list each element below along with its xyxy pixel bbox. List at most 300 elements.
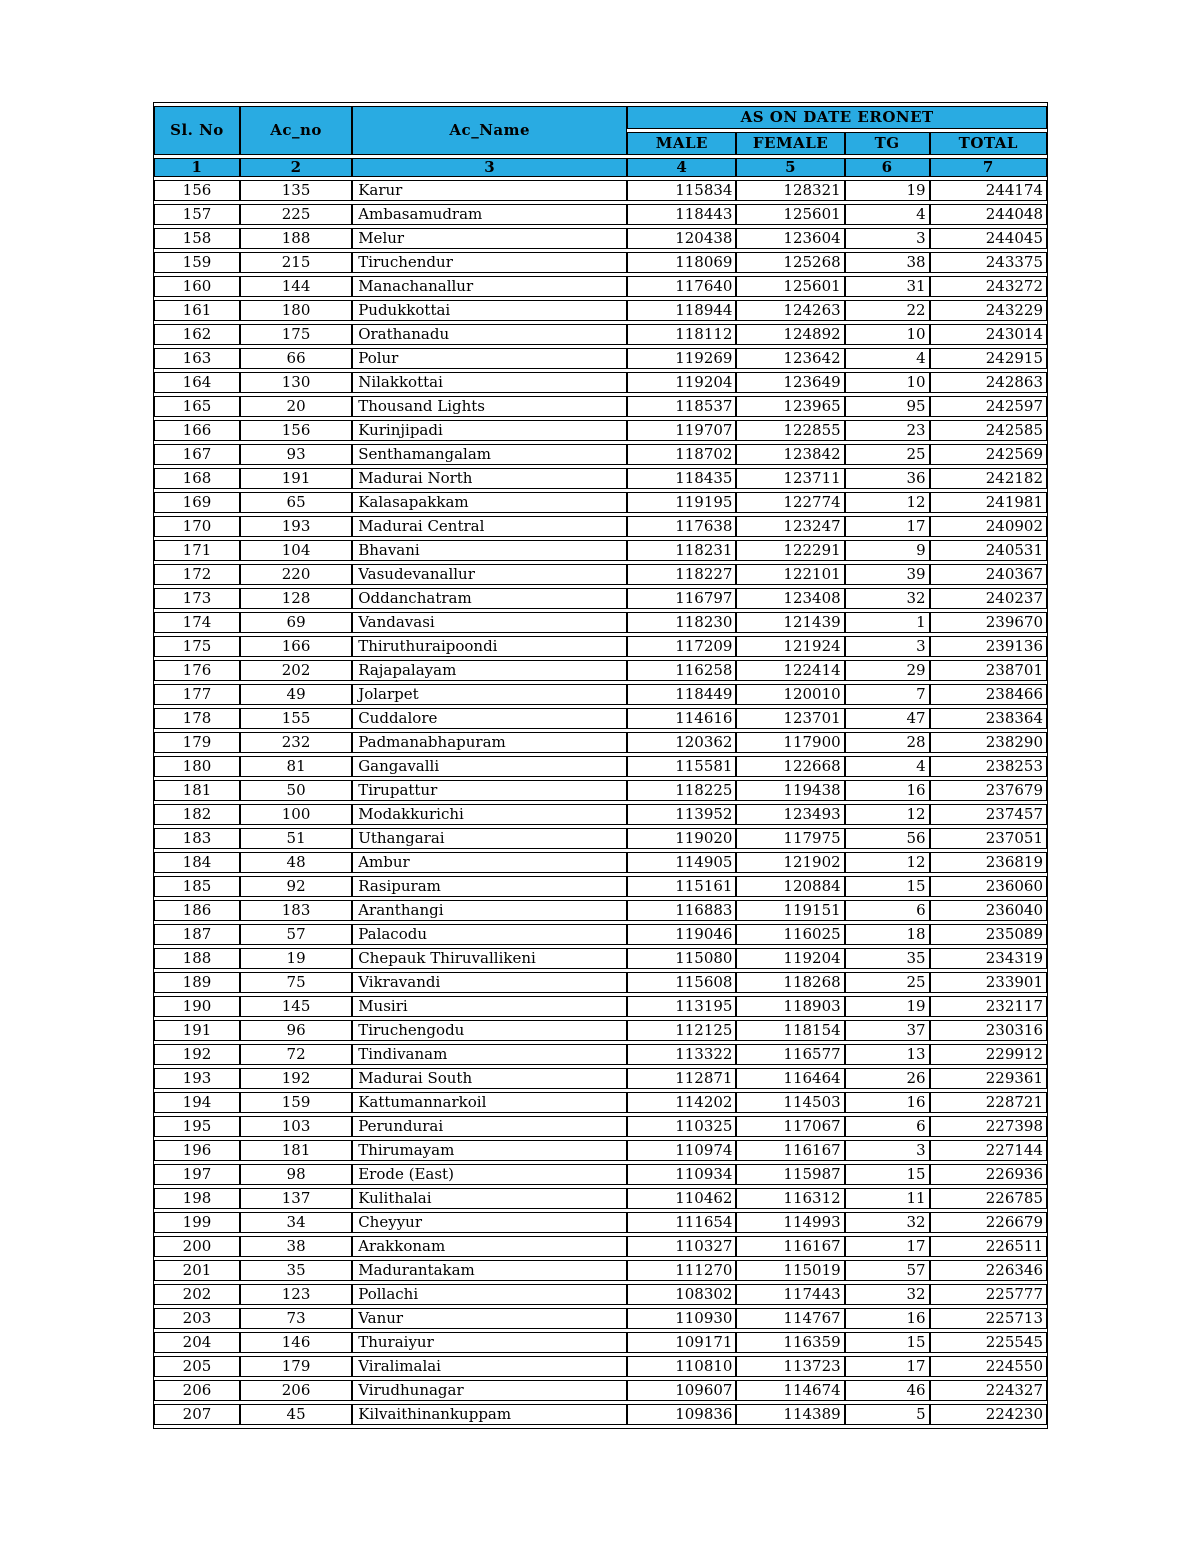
total-cell: 240367 bbox=[930, 564, 1047, 585]
ac-no-cell: 135 bbox=[240, 180, 352, 201]
male-cell: 112871 bbox=[627, 1068, 736, 1089]
ac-name-cell: Ambasamudram bbox=[352, 204, 627, 225]
tg-cell: 4 bbox=[845, 348, 930, 369]
ac-no-cell: 181 bbox=[240, 1140, 352, 1161]
male-cell: 119195 bbox=[627, 492, 736, 513]
male-cell: 118069 bbox=[627, 252, 736, 273]
female-cell: 116359 bbox=[736, 1332, 844, 1353]
total-cell: 233901 bbox=[930, 972, 1047, 993]
header-tg: TG bbox=[845, 132, 930, 155]
tg-cell: 95 bbox=[845, 396, 930, 417]
ac-name-cell: Perundurai bbox=[352, 1116, 627, 1137]
male-cell: 111654 bbox=[627, 1212, 736, 1233]
total-cell: 226511 bbox=[930, 1236, 1047, 1257]
column-number-6: 6 bbox=[845, 158, 930, 177]
female-cell: 119151 bbox=[736, 900, 844, 921]
total-cell: 240237 bbox=[930, 588, 1047, 609]
ac-name-cell: Kulithalai bbox=[352, 1188, 627, 1209]
ac-name-cell: Madurai North bbox=[352, 468, 627, 489]
tg-cell: 29 bbox=[845, 660, 930, 681]
male-cell: 110974 bbox=[627, 1140, 736, 1161]
table-row bbox=[154, 1020, 1047, 1041]
female-cell: 116464 bbox=[736, 1068, 844, 1089]
column-number-5: 5 bbox=[736, 158, 844, 177]
ac-name-cell: Musiri bbox=[352, 996, 627, 1017]
ac-no-cell: 93 bbox=[240, 444, 352, 465]
ac-name-cell: Thirumayam bbox=[352, 1140, 627, 1161]
ac-name-cell: Karur bbox=[352, 180, 627, 201]
tg-cell: 17 bbox=[845, 1356, 930, 1377]
total-cell: 242863 bbox=[930, 372, 1047, 393]
tg-cell: 15 bbox=[845, 1332, 930, 1353]
ac-name-cell: Cuddalore bbox=[352, 708, 627, 729]
table-row bbox=[154, 180, 1047, 201]
ac-no-cell: 57 bbox=[240, 924, 352, 945]
total-cell: 239136 bbox=[930, 636, 1047, 657]
total-cell: 224230 bbox=[930, 1404, 1047, 1425]
sl-no-cell: 166 bbox=[154, 420, 240, 441]
male-cell: 117640 bbox=[627, 276, 736, 297]
tg-cell: 12 bbox=[845, 492, 930, 513]
tg-cell: 26 bbox=[845, 1068, 930, 1089]
tg-cell: 17 bbox=[845, 1236, 930, 1257]
header-total: TOTAL bbox=[930, 132, 1047, 155]
sl-no-cell: 158 bbox=[154, 228, 240, 249]
tg-cell: 10 bbox=[845, 324, 930, 345]
sl-no-cell: 161 bbox=[154, 300, 240, 321]
female-cell: 125601 bbox=[736, 204, 844, 225]
column-number-3: 3 bbox=[352, 158, 627, 177]
table-row bbox=[154, 1212, 1047, 1233]
male-cell: 110462 bbox=[627, 1188, 736, 1209]
sl-no-cell: 167 bbox=[154, 444, 240, 465]
ac-name-cell: Rasipuram bbox=[352, 876, 627, 897]
ac-no-cell: 215 bbox=[240, 252, 352, 273]
column-number-7: 7 bbox=[930, 158, 1047, 177]
table-row bbox=[154, 324, 1047, 345]
male-cell: 114905 bbox=[627, 852, 736, 873]
ac-no-cell: 146 bbox=[240, 1332, 352, 1353]
table-row bbox=[154, 732, 1047, 753]
ac-no-cell: 96 bbox=[240, 1020, 352, 1041]
male-cell: 110327 bbox=[627, 1236, 736, 1257]
female-cell: 117900 bbox=[736, 732, 844, 753]
sl-no-cell: 198 bbox=[154, 1188, 240, 1209]
total-cell: 238466 bbox=[930, 684, 1047, 705]
ac-no-cell: 34 bbox=[240, 1212, 352, 1233]
ac-no-cell: 100 bbox=[240, 804, 352, 825]
ac-name-cell: Orathanadu bbox=[352, 324, 627, 345]
sl-no-cell: 168 bbox=[154, 468, 240, 489]
female-cell: 119438 bbox=[736, 780, 844, 801]
ac-name-cell: Tirupattur bbox=[352, 780, 627, 801]
male-cell: 109607 bbox=[627, 1380, 736, 1401]
sl-no-cell: 164 bbox=[154, 372, 240, 393]
male-cell: 115161 bbox=[627, 876, 736, 897]
male-cell: 119020 bbox=[627, 828, 736, 849]
ac-name-cell: Vikravandi bbox=[352, 972, 627, 993]
female-cell: 124263 bbox=[736, 300, 844, 321]
total-cell: 230316 bbox=[930, 1020, 1047, 1041]
header-group-eronet: AS ON DATE ERONET bbox=[627, 106, 1047, 129]
total-cell: 242585 bbox=[930, 420, 1047, 441]
female-cell: 125601 bbox=[736, 276, 844, 297]
sl-no-cell: 187 bbox=[154, 924, 240, 945]
female-cell: 116167 bbox=[736, 1236, 844, 1257]
sl-no-cell: 207 bbox=[154, 1404, 240, 1425]
total-cell: 238364 bbox=[930, 708, 1047, 729]
female-cell: 121924 bbox=[736, 636, 844, 657]
eronet-table-container bbox=[153, 102, 1048, 1429]
ac-name-cell: Vandavasi bbox=[352, 612, 627, 633]
female-cell: 114674 bbox=[736, 1380, 844, 1401]
tg-cell: 56 bbox=[845, 828, 930, 849]
sl-no-cell: 160 bbox=[154, 276, 240, 297]
tg-cell: 4 bbox=[845, 204, 930, 225]
sl-no-cell: 178 bbox=[154, 708, 240, 729]
female-cell: 121439 bbox=[736, 612, 844, 633]
ac-name-cell: Polur bbox=[352, 348, 627, 369]
ac-no-cell: 35 bbox=[240, 1260, 352, 1281]
sl-no-cell: 163 bbox=[154, 348, 240, 369]
table-row bbox=[154, 420, 1047, 441]
ac-name-cell: Pollachi bbox=[352, 1284, 627, 1305]
ac-name-cell: Kattumannarkoil bbox=[352, 1092, 627, 1113]
tg-cell: 9 bbox=[845, 540, 930, 561]
ac-name-cell: Padmanabhapuram bbox=[352, 732, 627, 753]
tg-cell: 16 bbox=[845, 780, 930, 801]
female-cell: 122414 bbox=[736, 660, 844, 681]
ac-no-cell: 137 bbox=[240, 1188, 352, 1209]
male-cell: 112125 bbox=[627, 1020, 736, 1041]
ac-no-cell: 98 bbox=[240, 1164, 352, 1185]
total-cell: 242569 bbox=[930, 444, 1047, 465]
tg-cell: 32 bbox=[845, 1212, 930, 1233]
female-cell: 121902 bbox=[736, 852, 844, 873]
female-cell: 116025 bbox=[736, 924, 844, 945]
sl-no-cell: 190 bbox=[154, 996, 240, 1017]
table-row bbox=[154, 252, 1047, 273]
female-cell: 123649 bbox=[736, 372, 844, 393]
female-cell: 117067 bbox=[736, 1116, 844, 1137]
sl-no-cell: 176 bbox=[154, 660, 240, 681]
total-cell: 226346 bbox=[930, 1260, 1047, 1281]
male-cell: 118230 bbox=[627, 612, 736, 633]
male-cell: 110810 bbox=[627, 1356, 736, 1377]
male-cell: 108302 bbox=[627, 1284, 736, 1305]
sl-no-cell: 180 bbox=[154, 756, 240, 777]
female-cell: 124892 bbox=[736, 324, 844, 345]
female-cell: 115019 bbox=[736, 1260, 844, 1281]
header-ac-name: Ac_Name bbox=[352, 106, 627, 155]
tg-cell: 46 bbox=[845, 1380, 930, 1401]
ac-no-cell: 166 bbox=[240, 636, 352, 657]
sl-no-cell: 192 bbox=[154, 1044, 240, 1065]
total-cell: 236819 bbox=[930, 852, 1047, 873]
male-cell: 118112 bbox=[627, 324, 736, 345]
sl-no-cell: 195 bbox=[154, 1116, 240, 1137]
total-cell: 237051 bbox=[930, 828, 1047, 849]
table-row bbox=[154, 1092, 1047, 1113]
ac-name-cell: Pudukkottai bbox=[352, 300, 627, 321]
sl-no-cell: 182 bbox=[154, 804, 240, 825]
ac-name-cell: Viralimalai bbox=[352, 1356, 627, 1377]
table-row bbox=[154, 1380, 1047, 1401]
tg-cell: 12 bbox=[845, 804, 930, 825]
total-cell: 242182 bbox=[930, 468, 1047, 489]
sl-no-cell: 185 bbox=[154, 876, 240, 897]
female-cell: 123842 bbox=[736, 444, 844, 465]
ac-no-cell: 66 bbox=[240, 348, 352, 369]
female-cell: 128321 bbox=[736, 180, 844, 201]
tg-cell: 23 bbox=[845, 420, 930, 441]
male-cell: 119707 bbox=[627, 420, 736, 441]
sl-no-cell: 191 bbox=[154, 1020, 240, 1041]
female-cell: 114993 bbox=[736, 1212, 844, 1233]
male-cell: 115581 bbox=[627, 756, 736, 777]
table-row bbox=[154, 972, 1047, 993]
table-row bbox=[154, 228, 1047, 249]
female-cell: 123604 bbox=[736, 228, 844, 249]
sl-no-cell: 181 bbox=[154, 780, 240, 801]
ac-name-cell: Uthangarai bbox=[352, 828, 627, 849]
ac-no-cell: 183 bbox=[240, 900, 352, 921]
male-cell: 109171 bbox=[627, 1332, 736, 1353]
eronet-electors-table bbox=[153, 102, 1048, 1429]
total-cell: 240902 bbox=[930, 516, 1047, 537]
table-row bbox=[154, 996, 1047, 1017]
tg-cell: 15 bbox=[845, 1164, 930, 1185]
male-cell: 117209 bbox=[627, 636, 736, 657]
ac-no-cell: 81 bbox=[240, 756, 352, 777]
tg-cell: 17 bbox=[845, 516, 930, 537]
tg-cell: 31 bbox=[845, 276, 930, 297]
sl-no-cell: 200 bbox=[154, 1236, 240, 1257]
tg-cell: 22 bbox=[845, 300, 930, 321]
tg-cell: 32 bbox=[845, 588, 930, 609]
female-cell: 116167 bbox=[736, 1140, 844, 1161]
table-row bbox=[154, 1044, 1047, 1065]
female-cell: 120884 bbox=[736, 876, 844, 897]
male-cell: 115834 bbox=[627, 180, 736, 201]
female-cell: 114503 bbox=[736, 1092, 844, 1113]
sl-no-cell: 188 bbox=[154, 948, 240, 969]
table-body bbox=[154, 180, 1047, 1425]
table-row bbox=[154, 444, 1047, 465]
total-cell: 243014 bbox=[930, 324, 1047, 345]
ac-no-cell: 65 bbox=[240, 492, 352, 513]
male-cell: 118449 bbox=[627, 684, 736, 705]
table-row bbox=[154, 1308, 1047, 1329]
ac-name-cell: Rajapalayam bbox=[352, 660, 627, 681]
ac-name-cell: Vasudevanallur bbox=[352, 564, 627, 585]
ac-name-cell: Madurai Central bbox=[352, 516, 627, 537]
total-cell: 224327 bbox=[930, 1380, 1047, 1401]
male-cell: 117638 bbox=[627, 516, 736, 537]
tg-cell: 38 bbox=[845, 252, 930, 273]
table-row bbox=[154, 492, 1047, 513]
table-row bbox=[154, 540, 1047, 561]
total-cell: 236040 bbox=[930, 900, 1047, 921]
table-row bbox=[154, 948, 1047, 969]
table-row bbox=[154, 1332, 1047, 1353]
female-cell: 118268 bbox=[736, 972, 844, 993]
tg-cell: 19 bbox=[845, 180, 930, 201]
table-row bbox=[154, 1260, 1047, 1281]
tg-cell: 6 bbox=[845, 1116, 930, 1137]
female-cell: 113723 bbox=[736, 1356, 844, 1377]
ac-no-cell: 75 bbox=[240, 972, 352, 993]
sl-no-cell: 179 bbox=[154, 732, 240, 753]
male-cell: 114202 bbox=[627, 1092, 736, 1113]
ac-name-cell: Madurantakam bbox=[352, 1260, 627, 1281]
table-row bbox=[154, 372, 1047, 393]
table-row bbox=[154, 588, 1047, 609]
total-cell: 244048 bbox=[930, 204, 1047, 225]
male-cell: 115608 bbox=[627, 972, 736, 993]
ac-name-cell: Modakkurichi bbox=[352, 804, 627, 825]
male-cell: 113952 bbox=[627, 804, 736, 825]
female-cell: 122291 bbox=[736, 540, 844, 561]
table-row bbox=[154, 1404, 1047, 1425]
ac-name-cell: Aranthangi bbox=[352, 900, 627, 921]
column-number-2: 2 bbox=[240, 158, 352, 177]
sl-no-cell: 177 bbox=[154, 684, 240, 705]
table-row bbox=[154, 1188, 1047, 1209]
tg-cell: 36 bbox=[845, 468, 930, 489]
ac-name-cell: Bhavani bbox=[352, 540, 627, 561]
sl-no-cell: 159 bbox=[154, 252, 240, 273]
tg-cell: 28 bbox=[845, 732, 930, 753]
ac-no-cell: 193 bbox=[240, 516, 352, 537]
ac-no-cell: 92 bbox=[240, 876, 352, 897]
total-cell: 227398 bbox=[930, 1116, 1047, 1137]
ac-no-cell: 128 bbox=[240, 588, 352, 609]
ac-name-cell: Thiruthuraipoondi bbox=[352, 636, 627, 657]
male-cell: 110930 bbox=[627, 1308, 736, 1329]
tg-cell: 3 bbox=[845, 228, 930, 249]
total-cell: 226679 bbox=[930, 1212, 1047, 1233]
ac-no-cell: 155 bbox=[240, 708, 352, 729]
male-cell: 114616 bbox=[627, 708, 736, 729]
table-row bbox=[154, 636, 1047, 657]
ac-name-cell: Nilakkottai bbox=[352, 372, 627, 393]
ac-no-cell: 50 bbox=[240, 780, 352, 801]
female-cell: 116577 bbox=[736, 1044, 844, 1065]
header-row-column-numbers bbox=[154, 158, 1047, 177]
ac-no-cell: 104 bbox=[240, 540, 352, 561]
male-cell: 118443 bbox=[627, 204, 736, 225]
ac-name-cell: Kurinjipadi bbox=[352, 420, 627, 441]
sl-no-cell: 202 bbox=[154, 1284, 240, 1305]
table-row bbox=[154, 1140, 1047, 1161]
ac-no-cell: 73 bbox=[240, 1308, 352, 1329]
ac-name-cell: Cheyyur bbox=[352, 1212, 627, 1233]
female-cell: 114389 bbox=[736, 1404, 844, 1425]
header-row-main bbox=[154, 106, 1047, 129]
ac-name-cell: Kilvaithinankuppam bbox=[352, 1404, 627, 1425]
tg-cell: 16 bbox=[845, 1092, 930, 1113]
table-row bbox=[154, 1164, 1047, 1185]
sl-no-cell: 175 bbox=[154, 636, 240, 657]
male-cell: 118537 bbox=[627, 396, 736, 417]
sl-no-cell: 171 bbox=[154, 540, 240, 561]
male-cell: 118435 bbox=[627, 468, 736, 489]
male-cell: 116258 bbox=[627, 660, 736, 681]
female-cell: 118903 bbox=[736, 996, 844, 1017]
sl-no-cell: 204 bbox=[154, 1332, 240, 1353]
ac-no-cell: 159 bbox=[240, 1092, 352, 1113]
sl-no-cell: 165 bbox=[154, 396, 240, 417]
ac-name-cell: Arakkonam bbox=[352, 1236, 627, 1257]
tg-cell: 16 bbox=[845, 1308, 930, 1329]
tg-cell: 35 bbox=[845, 948, 930, 969]
ac-no-cell: 179 bbox=[240, 1356, 352, 1377]
male-cell: 110934 bbox=[627, 1164, 736, 1185]
ac-no-cell: 20 bbox=[240, 396, 352, 417]
ac-name-cell: Tiruchengodu bbox=[352, 1020, 627, 1041]
table-row bbox=[154, 684, 1047, 705]
female-cell: 122668 bbox=[736, 756, 844, 777]
male-cell: 118227 bbox=[627, 564, 736, 585]
total-cell: 236060 bbox=[930, 876, 1047, 897]
ac-name-cell: Palacodu bbox=[352, 924, 627, 945]
ac-name-cell: Senthamangalam bbox=[352, 444, 627, 465]
total-cell: 238701 bbox=[930, 660, 1047, 681]
sl-no-cell: 189 bbox=[154, 972, 240, 993]
tg-cell: 47 bbox=[845, 708, 930, 729]
male-cell: 118231 bbox=[627, 540, 736, 561]
ac-no-cell: 145 bbox=[240, 996, 352, 1017]
header-male: MALE bbox=[627, 132, 736, 155]
female-cell: 125268 bbox=[736, 252, 844, 273]
ac-name-cell: Madurai South bbox=[352, 1068, 627, 1089]
ac-no-cell: 175 bbox=[240, 324, 352, 345]
sl-no-cell: 156 bbox=[154, 180, 240, 201]
tg-cell: 10 bbox=[845, 372, 930, 393]
total-cell: 235089 bbox=[930, 924, 1047, 945]
table-row bbox=[154, 276, 1047, 297]
total-cell: 238253 bbox=[930, 756, 1047, 777]
sl-no-cell: 205 bbox=[154, 1356, 240, 1377]
ac-name-cell: Melur bbox=[352, 228, 627, 249]
sl-no-cell: 186 bbox=[154, 900, 240, 921]
sl-no-cell: 169 bbox=[154, 492, 240, 513]
tg-cell: 1 bbox=[845, 612, 930, 633]
sl-no-cell: 157 bbox=[154, 204, 240, 225]
table-row bbox=[154, 1356, 1047, 1377]
female-cell: 122855 bbox=[736, 420, 844, 441]
female-cell: 122101 bbox=[736, 564, 844, 585]
table-row bbox=[154, 396, 1047, 417]
table-row bbox=[154, 516, 1047, 537]
sl-no-cell: 201 bbox=[154, 1260, 240, 1281]
table-row bbox=[154, 1284, 1047, 1305]
ac-name-cell: Jolarpet bbox=[352, 684, 627, 705]
table-row bbox=[154, 852, 1047, 873]
male-cell: 119269 bbox=[627, 348, 736, 369]
female-cell: 115987 bbox=[736, 1164, 844, 1185]
table-header bbox=[154, 106, 1047, 177]
ac-name-cell: Kalasapakkam bbox=[352, 492, 627, 513]
total-cell: 225545 bbox=[930, 1332, 1047, 1353]
ac-no-cell: 232 bbox=[240, 732, 352, 753]
table-row bbox=[154, 924, 1047, 945]
male-cell: 118702 bbox=[627, 444, 736, 465]
table-row bbox=[154, 204, 1047, 225]
male-cell: 111270 bbox=[627, 1260, 736, 1281]
sl-no-cell: 206 bbox=[154, 1380, 240, 1401]
